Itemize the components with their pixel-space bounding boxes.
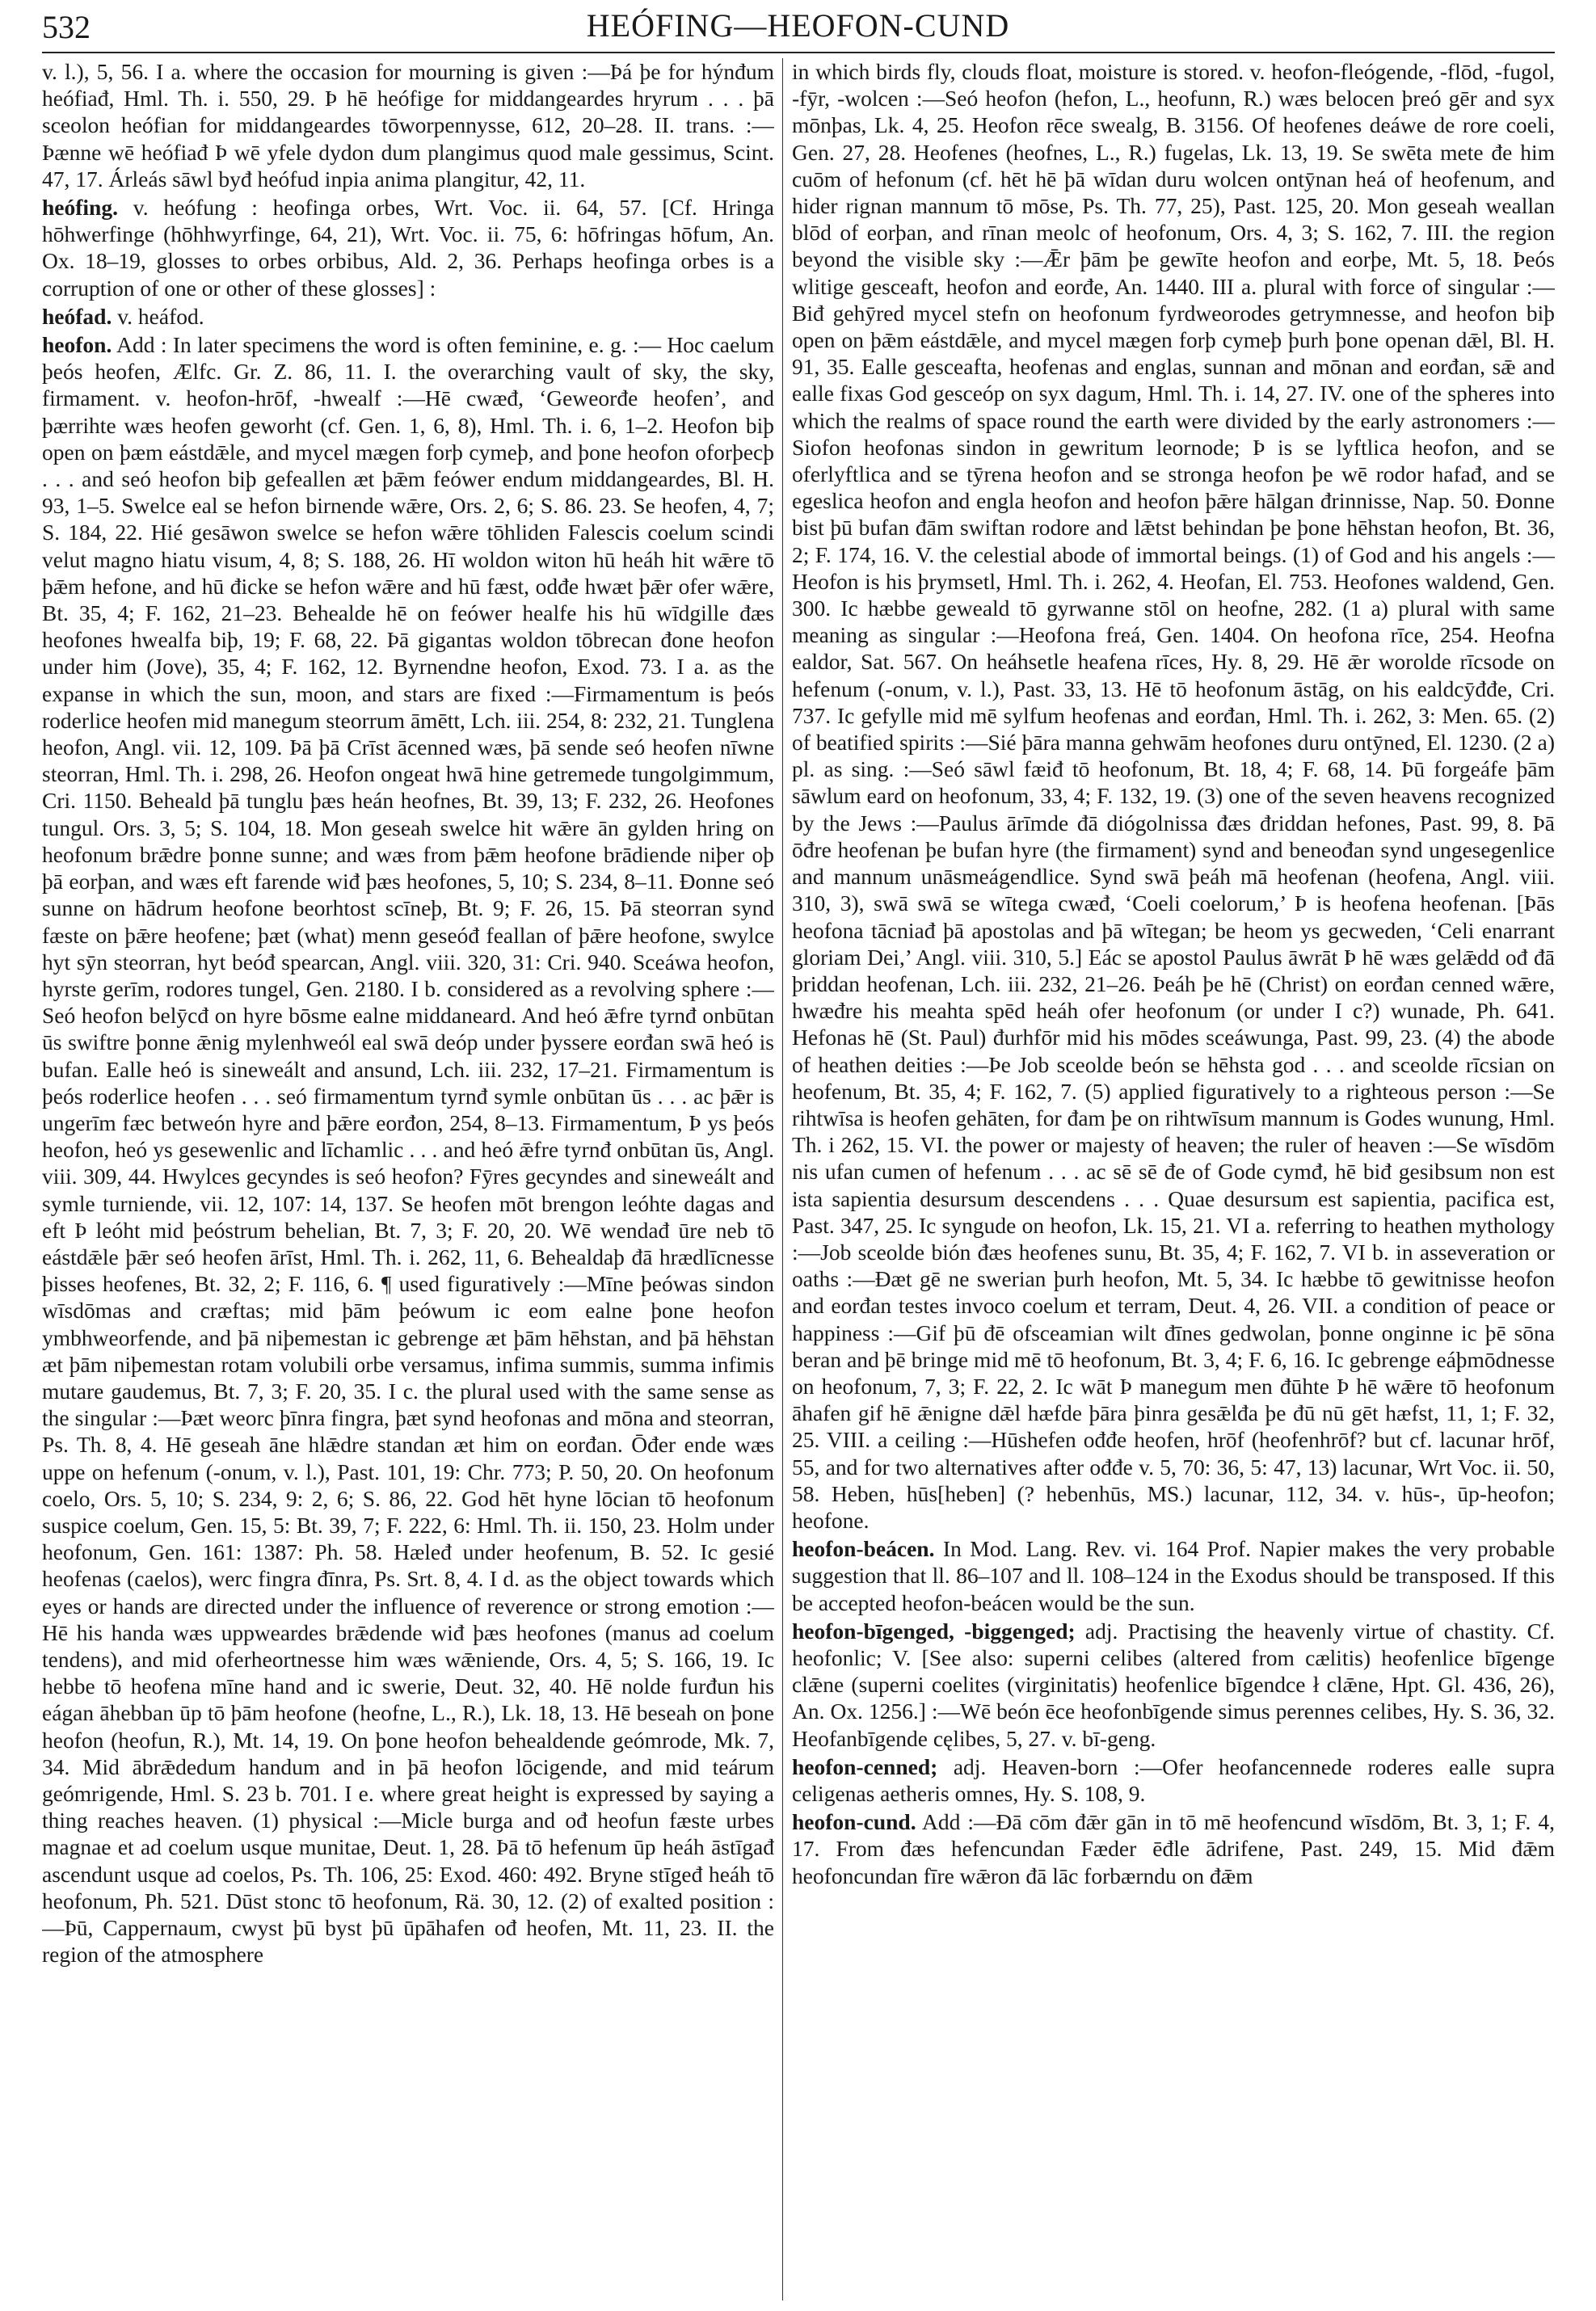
dictionary-entry — [792, 1535, 1555, 1616]
dictionary-entry — [792, 58, 1555, 1534]
dictionary-entry — [792, 1753, 1555, 1807]
dictionary-entry — [42, 58, 774, 192]
entry-headword: heófing. — [42, 195, 118, 221]
entry-headword: heofon-cenned; — [792, 1753, 938, 1779]
right-column — [792, 58, 1555, 2300]
dictionary-entry — [792, 1618, 1555, 1752]
entry-headword: heofon-beácen. — [792, 1536, 935, 1562]
entry-text: v. heáfod. — [112, 303, 204, 329]
running-head: HEÓFING—HEOFON-CUND — [586, 7, 1010, 44]
dictionary-entry — [42, 194, 774, 301]
dictionary-entry — [792, 1808, 1555, 1889]
entry-text: v. l.), 5, 56. I a. where the occasion for mourning is given :—Þá þe for hýnđum heófiađ, Hml. Th. i. 550, 29. Þ hē heófige for middangeardes hryrum . . . þā sceolon heófian for middangeardes tōworpennysse, 612, 20–28. II. trans. :—Þænne wē heófiađ Þ wē yfele dydon dum plangimus quod male gessimus, Scint. 47, 17. Árleás sāwl byđ heófud inpia anima plangitur, 42, 11. — [42, 59, 774, 192]
entry-headword: heófad. — [42, 303, 112, 329]
left-column — [42, 58, 774, 2300]
page-number: 532 — [42, 9, 91, 45]
entry-headword: heofon-cund. — [792, 1809, 916, 1835]
entry-text: In Mod. Lang. Rev. vi. 164 Prof. Napier makes the very probable suggestion that ll. 86–107 and ll. 108–124 in the Exodus should be transposed. If this be accepted heofon-beácen would be the sun. — [792, 1536, 1555, 1615]
entry-text: Add :—Đā cōm đǣr gān in tō mē heofencund wīsdōm, Bt. 3, 1; F. 4, 17. From đæs hefencundan Fæder ēđle ādrifene, Past. 249, 15. Mid đǣm heofoncundan fīre wǣron đā lāc forbærndu on đǣm — [792, 1809, 1555, 1888]
dictionary-entry — [42, 303, 774, 330]
entry-text: in which birds fly, clouds float, moisture is stored. v. heofon-fleógende, -flōd, -fugol, -fȳr, -wolcen :—Seó heofon (hefon, L., heofunn, R.) wæs belocen þreó gēr and syx mōnþas, Lk. 4, 25. Heofon rēce swealg, B. 3156. Of heofenes deáwe de rore coeli, Gen. 27, 28. Heofenes (heofnes, L., R.) fugelas, Lk. 13, 19. Se swēta mete đe him cuōm of hefonum (cf. hēt hē þā wīdan duru wolcen ontȳnan heá of heofenum, and hider rignan mannum tō mōse, Ps. Th. 77, 25), Past. 125, 20. Mon geseah weallan blōd of eorþan, and rīnan meolc of heofonum, Ors. 4, 3; S. 162, 7. III. the region beyond the visible sky :—Ǣr þām þe gewīte heofon and eorþe, Mt. 5, 18. Þeós wlitige gesceaft, heofon and eorđe, An. 1440. III a. plural with force of singular :—Biđ gehȳred mycel stefn on heofonum fyrdweorodes getrymnesse, and heofon biþ open on þǣm eástdǣle, and mycel mægen forþ cymeþ þurh þone openan dǣl, Bl. H. 91, 35. Ealle gesceafta, heofenas and englas, sunnan and mōnan and eorđan, sǣ and ealle fixas God gesceóp on syx dagum, Hml. Th. i. 14, 27. IV. one of the spheres into which the realms of space round the earth were divided by the early astronomers :—Siofon heofonas sindon in gewritum leornode; Þ is se lyftlica heofon, and se oferlyftlica and se tȳrena heofon and se stronga heofon þe wē rodor hafađ, and se egeslica heofon and engla heofon and heofon þǣre hālgan đrinnisse, Nap. 50. Đonne bist þū bufan đām swiftan rodore and lǣtst behindan þe þone hēhstan heofon, Bt. 36, 2; F. 174, 16. V. the celestial abode of immortal beings. (1) of God and his angels :—Heofon is his þrymsetl, Hml. Th. i. 262, 4. Heofan, El. 753. Heofones waldend, Gen. 300. Ic hæbbe geweald tō gyrwanne stōl on heofne, 282. (1 a) plural with same meaning as singular :—Heofona freá, Gen. 1404. On heofona rīce, 254. Heofna ealdor, Sat. 567. On heáhsetle heafena rīces, Hy. 8, 29. Hē ǣr woroldе rīcsode on hefenum (-onum, v. l.), Past. 33, 13. Hē tō heofonum āstāg, on his ealdcȳđđe, Cri. 737. Ic gefylle mid mē sylfum heofenas and eorđan, Hml. Th. i. 262, 3: Men. 65. (2) of beatified spirits :—Sié þāra manna gehwām heofones duru ontȳned, El. 1230. (2 a) pl. as sing. :—Seó sāwl fæiđ tō heofonum, Bt. 18, 4; F. 68, 14. Þū forgeáfe þām sāwlum eard on heofonum, 33, 4; F. 132, 19. (3) one of the seven heavens recognized by the Jews :—Paulus ārīmde đā diógolnissa đæs đriddan hefones, Past. 99, 8. Þā ōđre heofenan þe bufan hyre (the firmament) synd and beneođan synd ungesegenlice and mannum unāsmeágendlice. Synd swā þeáh mā heofenan (heofena, Angl. viii. 310, 3), swā swā se wītega cwæđ, ‘Coeli coelorum,’ Þ is heofena heofenan. [Þās heofona tācniađ þā apostolas and þā wītegan; be heom ys gecweden, ‘Celi enarrant gloriam Dei,’ Angl. viii. 310, 5.] Eác se apostol Paulus āwrāt Þ hē wæs gelǣdd ođ đā þriddan heofenan, Lch. iii. 232, 21–26. Þeáh þe hē (Christ) on eorđan cenned wǣre, hwæđre his meahta spēd heáh ofer heofonum (or under I c?) wunade, Ph. 641. Hefonas hē (St. Paul) đurhfōr mid his mōdes sceáwunga, Past. 99, 23. (4) the abode of heathen deities :—Þe Job sceolde beón se hēhsta god . . . and sceolde rīcsian on heofenum, Bt. 35, 4; F. 162, 7. (5) applied figuratively to a righteous person :—Se rihtwīsa is heofen gehāten, for đam þe on rihtwīsum mannum is Godes wunung, Hml. Th. i 262, 15. VI. the power or majesty of heaven; the ruler of heaven :—Se wīsdōm nis ufan cumen of hefenum . . . ac sē sē đe of Gode cymđ, hē biđ gesibsum non est ista sapientia desursum descendens . . . Quae desursum est sapientia, pacifica est, Past. 347, 25. Ic syngude on heofon, Lk. 15, 21. VI a. referring to heathen mythology :—Job sceolde bión đæs heofenes sunu, Bt. 35, 4; F. 162, 7. VI b. in asseveration or oaths :—Đæt gē ne swerian þurh heofon, Mt. 5, 34. Ic hæbbe tō gewitnisse heofon and eorđan testes invoco coelum et terram, Deut. 4, 26. VII. a condition of peace or happiness :—Gif þū đē ofsceamian wilt đīnes gedwolan, þonne onginne ic þē sōna beran and þē bringe mid mē tō heofonum, Bt. 3, 4; F. 6, 16. Ic gebrenge eáþmōdnesse on heofonum, 7, 3; F. 22, 2. Ic wāt Þ manegum men đūhte Þ hē wǣre tō heofonum āhafen gif hē ǣnigne dǣl hæfde þāra þinra gesǣlđa þe đū nū gēt hæfst, 11, 1; F. 32, 25. VIII. a ceiling :—Hūshefen ođđe heofen, hrōf (heofenhrōf? but cf. lacunar hrōf, 55, and for two alternatives after ođđe v. 5, 70: 36, 5: 47, 13) lacunar, Wrt Voc. ii. 50, 58. Heben, hūs[heben] (? hebenhūs, MS.) lacunar, 112, 34. v. hūs-, ūp-heofon; heofone. — [792, 59, 1555, 1533]
header-rule — [42, 52, 1555, 53]
dictionary-entry — [42, 331, 774, 1968]
entry-text: v. heófung : heofinga orbes, Wrt. Voc. ii. 64, 57. [Cf. Hringa hōhwerfinge (hōhhwyrfinge, 64, 21), Wrt. Voc. ii. 75, 6: hōfringas hōfum, An. Ox. 18–19, glosses to orbes orbibus, Ald. 2, 36. Perhaps heofinga orbes is a corruption of one or other of these glosses] : — [42, 195, 774, 301]
entry-headword: heofon. — [42, 332, 112, 358]
entry-text: adj. Practising the heavenly virtue of chastity. Cf. heofonlic; V. [See also: superni celibes (altered from cælitis) heofenlice bīgenge clǣne (superni coelites (virginitatis) heofenlice bīgendce ł clǣne, Hpt. Gl. 436, 26), An. Ox. 1256.] :—Wē beón ēce heofonbīgende simus perennes celibes, Hy. S. 36, 32. Heofanbīgende cęlibes, 5, 27. v. bī-geng. — [792, 1618, 1555, 1751]
entry-text: adj. Heaven-born :—Ofer heofancennede roderes ealle supra celigenas aetheris omnes, Hy. S. 108, 9. — [792, 1753, 1555, 1806]
entry-headword: heofon-bīgenged, -biggenged; — [792, 1618, 1076, 1644]
column-divider — [782, 58, 783, 2300]
entry-text: Add : In later specimens the word is often feminine, e. g. :— Hoc caelum þeós heofen, Ælfc. Gr. Z. 86, 11. I. the overarching vault of sky, the sky, firmament. v. heofon-hrōf, -hwealf :—Hē cwæđ, ‘Geweorđe heofen’, and þærrihte wæs heofen geworht (cf. Gen. 1, 6, 8), Hml. Th. i. 6, 1–2. Heofon biþ open on þæm eástdǣle, and mycel mægen forþ cymeþ, and þone heofon oforþecþ . . . and seó heofon biþ gefeallen æt þǣm feówer endum middangeardes, Bl. H. 93, 1–5. Swelce eal se hefon birnende wǣre, Ors. 2, 6; S. 86. 23. Se heofen, 4, 7; S. 184, 22. Hié gesāwon swelce se hefon wǣre tōhliden Falescis coelum scindi velut magno hiatu visum, 4, 8; S. 188, 26. Hī woldon witon hū heáh hit wǣre tō þǣm hefone, and hū đicke se hefon wǣre and hū fæst, odđe hwæt þǣr ofer wǣre, Bt. 35, 4; F. 162, 21–23. Behealde hē on feówer healfe his hū wīdgille đæs heofones hwealfa biþ, 19; F. 68, 22. Þā gigantas woldon tōbrecan đone heofon under him (Jove), 35, 4; F. 162, 12. Byrnendne heofon, Exod. 73. I a. as the expanse in which the sun, moon, and stars are fixed :—Firmamentum is þeós roderlice heofen mid manegum steorrum āmētt, Lch. iii. 254, 8: 232, 21. Tunglena heofon, Angl. vii. 12, 109. Þā þā Crīst ācenned wæs, þā sende seó heofen nīwne steorran, Hml. Th. i. 298, 26. Heofon ongeat hwā hine getremede tungolgimmum, Cri. 1150. Beheald þā tunglu þæs heán heofnes, Bt. 39, 13; F. 232, 26. Heofones tungul. Ors. 3, 5; S. 104, 18. Mon geseah swelce hit wǣre ān gylden hring on heofonum brǣdre þonne sunne; and wæs from þǣm heofone brādiende niþer oþ þā eorþan, and wæs eft farende wiđ þæs heofones, 5, 10; S. 234, 8–11. Đonne seó sunne on hādrum heofone beorhtost scīneþ, Bt. 9; F. 26, 15. Þā steorran synd fæste on þǣre heofene; þæt (what) menn geseóđ feallan of þǣre heofone, swylce hyt sȳn steorran, hyt beóđ spearcan, Angl. viii. 320, 31: Cri. 940. Sceáwa heofon, hyrste gerīm, rodores tungel, Gen. 2180. I b. considered as a revolving sphere :—Seó heofon belȳcđ on hyre bōsme ealne middaneard. And heó ǣfre tyrnđ onbūtan ūs swiftre þonne ǣnig mylenhweól eal swā deóp under þyssere eorđan swā heó is bufan. Ealle heó is sineweált and ansund, Lch. iii. 232, 17–21. Firmamentum is þeós roderlice heofen . . . seó firmamentum tyrnđ symle onbūtan ūs . . . ac þǣr is ungerīm fæc betweón hyre and þǣre eorđon, 254, 8–13. Firmamentum, Þ ys þeós heofon, heó ys gesewenlic and līchamlic . . . and heó ǣfre tyrnđ onbūtan ūs, Angl. viii. 309, 44. Hwylces gecyndes is seó heofon? Fȳres gecyndes and sineweált and symle turniende, vii. 12, 107: 14, 137. Se heofen mōt brengon leóhte dagas and eft Þ leóht mid þeóstrum behelian, Bt. 7, 3; F. 20, 20. Wē wendađ ūre neb tō eástdǣle þǣr seó heofen ārīst, Hml. Th. i. 262, 11, 6. Behealdaþ đā hrædlīcnesse þisses heofenes, Bt. 32, 2; F. 116, 6. ¶ used figuratively :—Mīne þeówas sindon wīsdōmas and cræftas; mid þām þeówum ic eom ealne þone heofon ymbhweorfende, and þā niþemestan ic gebrenge æt þām hēhstan, and þā hēhstan æt þām niþemestan rotam volubili orbe versamus, infima summis, summa infimis mutare gaudemus, Bt. 7, 3; F. 20, 35. I c. the plural used with the same sense as the singular :—Þæt weorc þīnra fingra, þæt synd heofonas and mōna and steorran, Ps. Th. 8, 4. Hē geseah āne hlǣdre standan æt him on eorđan. Ōđer ende wæs uppe on hefenum (-onum, v. l.), Past. 101, 19: Chr. 773; P. 50, 20. On heofonum coelo, Ors. 5, 10; S. 234, 9: 2, 6; S. 86, 22. God hēt hyne lōcian tō heofonum suspice coelum, Gen. 15, 5: Bt. 39, 7; F. 222, 6: Hml. Th. ii. 150, 23. Holm under heofonum, Gen. 161: 1387: Ph. 58. Hæleđ under heofenum, B. 52. Ic gesié heofenas (caelos), werc fingra đīnra, Ps. Srt. 8, 4. I d. as the object towards which eyes or hands are directed under the influence of reverence or strong emotion :—Hē his handa wæs uppweardes brǣdende wiđ þæs heofones (manus ad coelum tendens), and mid oferheortnesse him wæs wǣniende, Ors. 4, 5; S. 166, 19. Ic hebbe tō heofena mīne hand and ic swerie, Deut. 32, 40. Hē nolde furđun his eágan āhebban ūp tō þām heofone (heofne, L., R.), Lk. 18, 13. Hē beseah on þone heofon (heofun, R.), Mt. 14, 19. On þone heofon behealdende geómrode, Mk. 7, 34. Mid ābrǣdedum handum and in þā heofon lōcigende, and mid teárum geómrigende, Hml. S. 23 b. 701. I e. where great height is expressed by saying a thing reaches heaven. (1) physical :—Micle burga and ođ heofun fæste urbes magnae et ad coelum usque munitae, Deut. 1, 28. Þā tō hefenum ūp heáh āstīgađ ascendunt usque ad coelos, Ps. Th. 106, 25: Exod. 460: 492. Bryne stīgeđ heáh tō heofonum, Ph. 521. Dūst stonc tō heofonum, Rä. 30, 12. (2) of exalted position :—Þū, Cappernaum, cwyst þū byst þū ūpāhafen ođ heofen, Mt. 11, 23. II. the region of the atmosphere — [42, 332, 774, 1968]
